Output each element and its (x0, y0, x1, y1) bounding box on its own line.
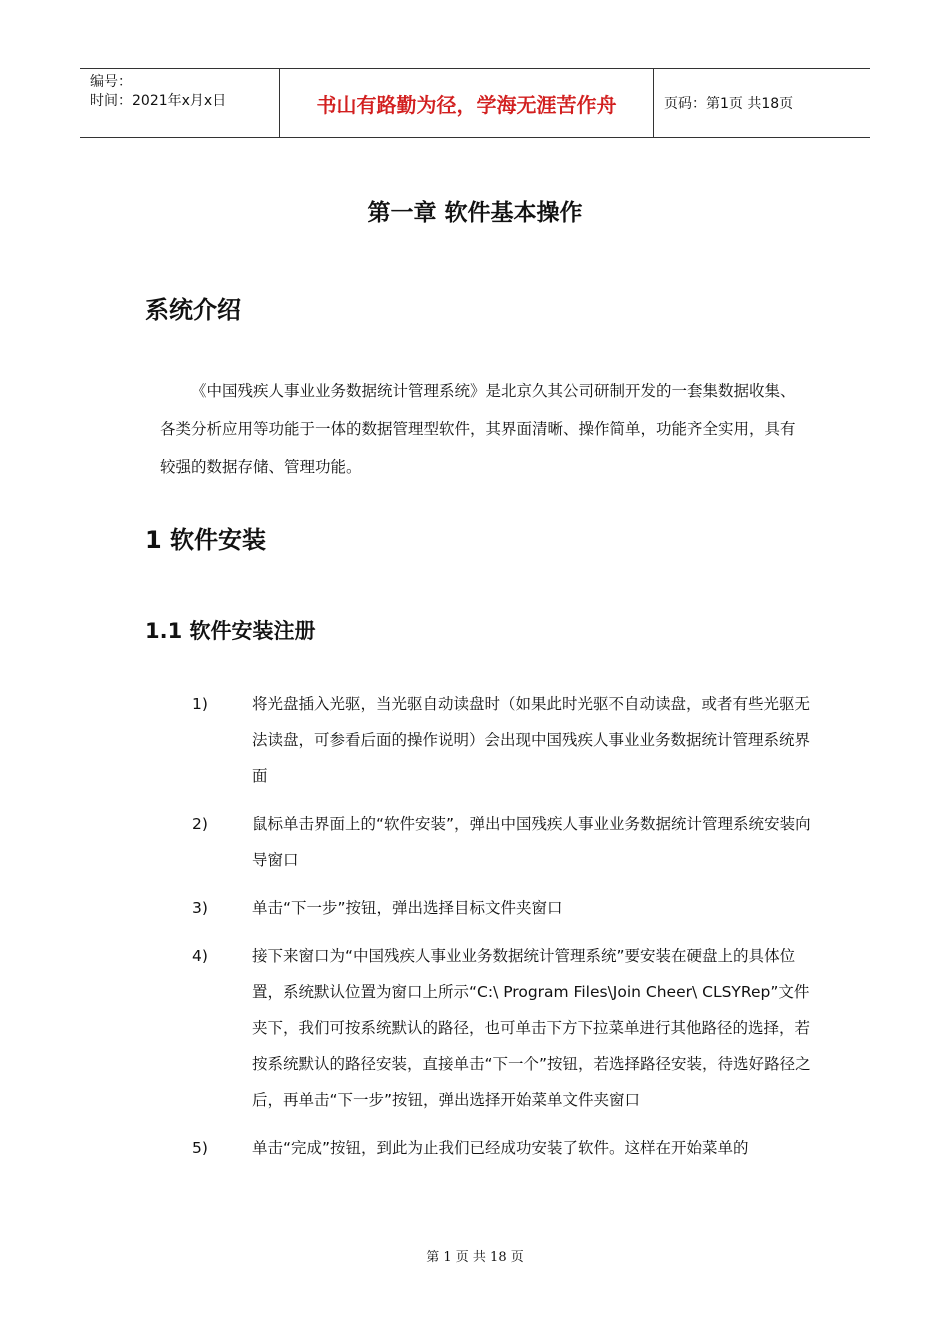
step-number: 5) (192, 1139, 208, 1157)
header-time: 时间：2021年x月x日 (90, 93, 227, 109)
page-footer: 第 1 页 共 18 页 (426, 1250, 524, 1265)
subsection-register-title: 1.1 软件安装注册 (145, 619, 316, 643)
step-text: 鼠标单击界面上的“软件安装”，弹出中国残疾人事业业务数据统计管理系统安装向导窗口 (252, 815, 811, 869)
intro-paragraph: 《中国残疾人事业业务数据统计管理系统》是北京久其公司研制开发的一套集数据收集、各类分析应用等功能于一体的数据管理型软件，其界面清晰、操作简单，功能齐全实用，具有较强的数据存储、管理功能。 (160, 382, 796, 476)
step-text: 接下来窗口为“中国残疾人事业业务数据统计管理系统”要安装在硬盘上的具体位置，系统默认位置为窗口上所示“C:\ Program Files\Join Cheer\ CLSYRep”文件夹下，我们可按系统默认的路径，也可单击下方下拉菜单进行其他路径的选择，若按系统默认的路径安装，直接单击“下一个”按钮，若选择路径安装，待选好路径之后，再单击“下一步”按钮，弹出选择开始菜单文件夹窗口 (252, 947, 811, 1109)
list-item (192, 806, 817, 878)
step-text: 将光盘插入光驱，当光驱自动读盘时（如果此时光驱不自动读盘，或者有些光驱无法读盘，可参看后面的操作说明）会出现中国残疾人事业业务数据统计管理系统界面 (252, 695, 811, 785)
chapter-title: 第一章 软件基本操作 (367, 200, 583, 226)
install-steps (192, 686, 817, 1178)
step-number: 3) (192, 899, 208, 917)
step-number: 2) (192, 815, 208, 833)
section-intro-title: 系统介绍 (145, 296, 241, 324)
section-install-title: 1 软件安装 (145, 526, 267, 554)
list-item (192, 890, 817, 926)
header-page-info: 页码：第1页 共18页 (664, 96, 794, 112)
step-number: 4) (192, 947, 208, 965)
header-code: 编号： (90, 74, 132, 90)
step-text: 单击“下一步”按钮，弹出选择目标文件夹窗口 (252, 899, 563, 917)
list-item (192, 1130, 817, 1166)
list-item (192, 686, 817, 794)
step-number: 1) (192, 695, 208, 713)
step-text: 单击“完成”按钮，到此为止我们已经成功安装了软件。这样在开始菜单的 (252, 1139, 749, 1157)
header-motto: 书山有路勤为径，学海无涯苦作舟 (280, 69, 654, 137)
list-item (192, 938, 817, 1118)
page-header (80, 68, 870, 138)
header-meta (80, 69, 280, 137)
